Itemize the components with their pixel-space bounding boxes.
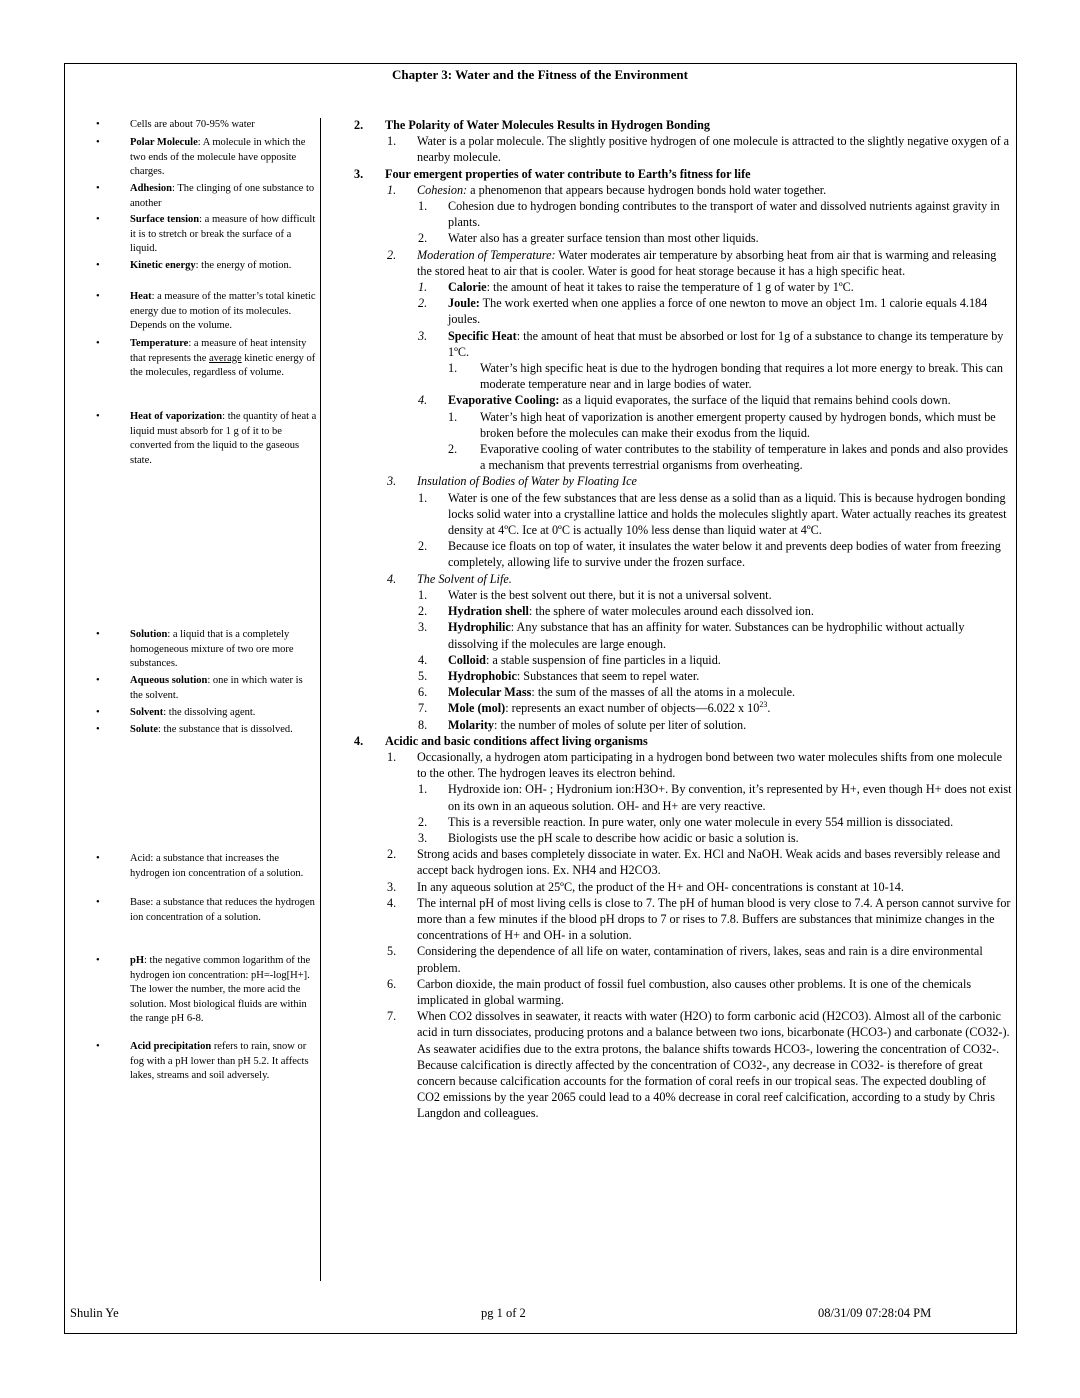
outline-item: 1. Water is a polar molecule. The slightly positive hydrogen of one molecule is attracted to the slightly negative oxygen of a nearby molecule. [387, 134, 1010, 165]
footer-timestamp: 08/31/09 07:28:04 PM [818, 1306, 932, 1320]
outline-item: 2. Water also has a greater surface tension than most other liquids. [418, 231, 759, 246]
outline-item: 3. Biologists use the pH scale to describe how acidic or basic a solution is. [418, 830, 799, 845]
outline-item: 3. In any aqueous solution at 25ºC, the product of the H+ and OH- concentrations is constant at 10-14. [387, 879, 904, 894]
note-item: • Aqueous solution: one in which water is the solvent. [96, 675, 303, 701]
main-outline [344, 117, 1012, 1122]
footer-page-number: pg 1 of 2 [481, 1306, 526, 1320]
outline-item: 5. Hydrophobic: Substances that seem to repel water. [418, 668, 700, 683]
outline-item: 6. Molecular Mass: the sum of the masses of all the atoms in a molecule. [418, 685, 796, 700]
outline-item: 8. Molarity: the number of moles of solute per liter of solution. [418, 717, 747, 732]
note-item: • Solute: the substance that is dissolved. [96, 724, 293, 735]
outline-item: 1. Cohesion: a phenomenon that appears because hydrogen bonds hold water together. [387, 182, 827, 197]
note-item: • Kinetic energy: the energy of motion. [96, 260, 292, 271]
note-item: • Acid precipitation refers to rain, snow or fog with a pH lower than pH 5.2. It affects lakes, streams and soil adversely. [96, 1041, 309, 1081]
footer-author: Shulin Ye [70, 1306, 119, 1320]
outline-item: 4. The internal pH of most living cells is close to 7. The pH of human blood is very close to 7.4. A person cannot survive for more than a few minutes if the blood pH drops to 7 or rises to 7.8. Buffers are substances that minimize changes in the concentrations of H+ and OH- in a solution. [387, 895, 1011, 943]
outline-item: 4. Evaporative Cooling: as a liquid evaporates, the surface of the liquid that remains behind cools down. [418, 393, 951, 408]
note-item: • Polar Molecule: A molecule in which the two ends of the molecule have opposite charges. [96, 137, 306, 177]
outline-item: 7. Mole (mol): represents an exact number of objects—6.022 x $10^{23}$. [418, 700, 771, 716]
outline-item: 3. Hydrophilic: Any substance that has an affinity for water. Substances can be hydrophilic without actually dissolving if the molecules are large enough. [418, 620, 965, 651]
outline-item: 6. Carbon dioxide, the main product of fossil fuel combustion, also causes other problems. It is one of the chemicals implicated in global warming. [387, 976, 972, 1007]
note-item: • Solution: a liquid that is a completely homogeneous mixture of two ore more substances. [96, 629, 294, 669]
outline-item: 7. When CO2 dissolves in seawater, it reacts with water (H2O) to form carbonic acid (H2CO3). Almost all of the carbonic acid in turn dissociates, producing protons and a balance between two ions, bicarbonate (HCO3-) and carbonate (CO32-). As seawater acidifies due to the extra protons, the balance shifts towards HCO3-, lowering the concentration of CO32-. Because calcification is directly affected by the concentration of CO32-, any decrease in CO32- is therefore of great concern because calcification accounts for the formation of coral reefs in our tropical seas. The expected doubling of CO2 emissions by the year 2065 could lead to a 40% decrease in coral reef calcification, according to a study by Chris Langdon and colleagues. [387, 1009, 1010, 1121]
outline-item: 2. This is a reversible reaction. In pure water, only one water molecule in every 554 million is dissociated. [418, 814, 954, 829]
note-item: • Solvent: the dissolving agent. [96, 707, 256, 718]
note-item: • Base: a substance that reduces the hydrogen ion concentration of a solution. [96, 897, 315, 923]
outline-item: 1. Hydroxide ion: OH- ; Hydronium ion:H3O+. By convention, it’s represented by H+, even though H+ does not exist on its own in an aqueous solution. OH- and H+ are very reactive. [418, 782, 1012, 813]
outline-item: 3. Specific Heat: the amount of heat that must be absorbed or lost for 1g of a substance to change its temperature by 1ºC. [418, 328, 1004, 359]
note-item: • Acid: a substance that increases the hydrogen ion concentration of a solution. [96, 853, 304, 879]
note-item: • Temperature: a measure of heat intensity that represents the average kinetic energy of the molecules, regardless of volume. [96, 338, 316, 378]
outline-item: 3. Insulation of Bodies of Water by Floating Ice [387, 474, 637, 489]
outline-item: 4. Colloid: a stable suspension of fine particles in a liquid. [418, 652, 721, 667]
note-item: • Adhesion: The clinging of one substance to another [96, 183, 315, 209]
outline-item: 1. Water is one of the few substances that are less dense as a solid than as a liquid. This is because hydrogen bonding locks solid water into a crystalline lattice and holds the molecules slightly apart. Water actually reaches its greatest density at 4ºC. Ice at 0ºC is actually 10% less dense than liquid water at 4ºC. [418, 490, 1007, 538]
outline-item: 2. Joule: The work exerted when one applies a force of one newton to move an object 1m. 1 calorie equals 4.184 joules. [418, 296, 988, 327]
outline-item: 2. Because ice floats on top of water, it insulates the water below it and prevents deep bodies of water from freezing completely, allowing life to survive under the frozen surface. [418, 539, 1001, 570]
outline-item: 1. Occasionally, a hydrogen atom participating in a hydrogen bond between two water molecules shifts from one molecule to the other. The hydrogen leaves its electron behind. [387, 749, 1003, 781]
section-heading: 2. The Polarity of Water Molecules Results in Hydrogen Bonding [354, 118, 711, 132]
page-title: Chapter 3: Water and the Fitness of the Environment [392, 67, 688, 82]
outline-item: 1. Calorie: the amount of heat it takes to raise the temperature of 1 g of water by 1ºC. [418, 280, 854, 295]
section-heading: 3. Four emergent properties of water contribute to Earth’s fitness for life [354, 166, 751, 181]
outline-item: 2. Moderation of Temperature: Water moderates air temperature by absorbing heat from air that is warming and releasing the stored heat to air that is cooler. Water is good for heat storage because it has a high specific heat. [387, 247, 997, 278]
outline-item: 1. Cohesion due to hydrogen bonding contributes to the transport of water and dissolved nutrients against gravity in plants. [418, 199, 1000, 230]
note-item: • pH: the negative common logarithm of the hydrogen ion concentration: pH=-log[H+]. The lower the number, the more acid the solution. Most biological fluids are within the range pH 6-8. [96, 955, 311, 1024]
outline-item: 2. Strong acids and bases completely dissociate in water. Ex. HCl and NaOH. Weak acids and bases reversibly release and accept back hydrogen ions. Ex. NH4 and H2CO3. [387, 847, 1001, 878]
outline-item: 2. Evaporative cooling of water contributes to the stability of temperature in lakes and ponds and also provides a mechanism that prevents terrestrial organisms from overheating. [448, 442, 1008, 473]
section-heading: 4. Acidic and basic conditions affect living organisms [354, 733, 648, 748]
sidebar-notes [96, 118, 318, 1178]
outline-item: 5. Considering the dependence of all life on water, contamination of rivers, lakes, seas and rain is a dire environmental problem. [387, 944, 983, 975]
outline-item: 2. Hydration shell: the sphere of water molecules around each dissolved ion. [418, 604, 814, 619]
note-item: • Heat of vaporization: the quantity of heat a liquid must absorb for 1 g of it to be converted from the liquid to the gaseous state. [96, 411, 317, 466]
column-divider [320, 118, 321, 1281]
outline-item: 1. Water’s high specific heat is due to the hydrogen bonding that requires a lot more energy to break. This can moderate temperature near and in large bodies of water. [448, 361, 1003, 392]
note-item: • Surface tension: a measure of how difficult it is to stretch or break the surface of a liquid. [96, 214, 316, 254]
note-item: • Heat: a measure of the matter’s total kinetic energy due to motion of its molecules. Depends on the volume. [96, 291, 316, 331]
outline-item: 1. Water’s high heat of vaporization is another emergent property caused by hydrogen bonds, which must be broken before the molecules can make their exodus from the liquid. [448, 409, 996, 440]
outline-item: 1. Water is the best solvent out there, but it is not a universal solvent. [418, 587, 772, 602]
note-item: • Cells are about 70-95% water [96, 119, 255, 130]
outline-item: 4. The Solvent of Life. [387, 571, 512, 586]
